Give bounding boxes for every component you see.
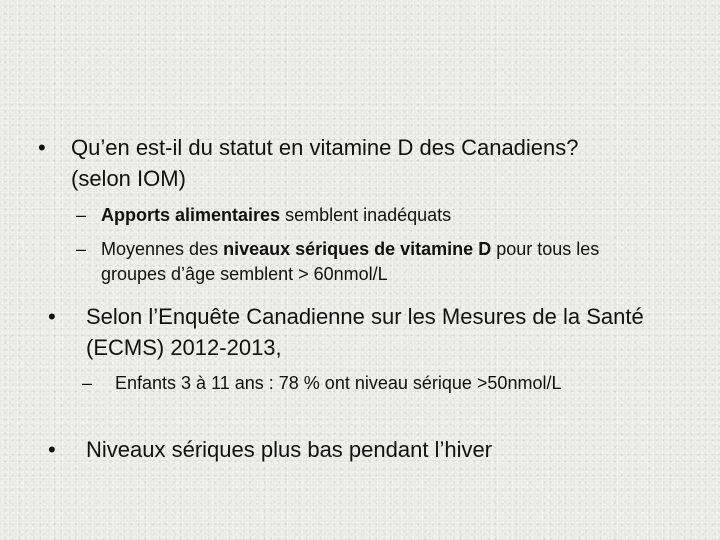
bullet-dot-icon: •: [38, 135, 46, 160]
emphasis-text: Apports alimentaires: [101, 205, 281, 225]
sub-item-children-levels: [82, 371, 602, 396]
dash-icon: –: [82, 373, 93, 393]
sub-item-text: pour tous les groupes d’âge semblent > 60nmol/L: [101, 239, 600, 284]
bullet-item-iom-status: [38, 132, 598, 194]
bullet-text: Selon l’Enquête Canadienne sur les Mesures de la Santé (ECMS) 2012-2013,: [86, 304, 644, 360]
emphasis-text: niveaux sériques de vitamine D: [223, 239, 492, 259]
sub-item-dietary-intake: [76, 203, 636, 228]
sub-item-serum-levels: [76, 237, 666, 287]
bullet-text: Niveaux sériques plus bas pendant l’hiver: [86, 437, 493, 462]
bullet-dot-icon: •: [48, 437, 56, 462]
sub-item-text: semblent inadéquats: [280, 205, 452, 225]
bullet-item-ecms-survey: [48, 301, 668, 363]
dash-icon: –: [76, 205, 87, 225]
bullet-dot-icon: •: [48, 304, 56, 329]
bullet-text: Qu’en est-il du statut en vitamine D des Canadiens? (selon IOM): [71, 135, 579, 191]
dash-icon: –: [76, 239, 87, 259]
sub-item-text: Enfants 3 à 11 ans : 78 % ont niveau sérique >50nmol/L: [115, 373, 562, 393]
sub-item-text: Moyennes des: [101, 239, 224, 259]
bullet-item-winter-levels: [48, 434, 668, 465]
